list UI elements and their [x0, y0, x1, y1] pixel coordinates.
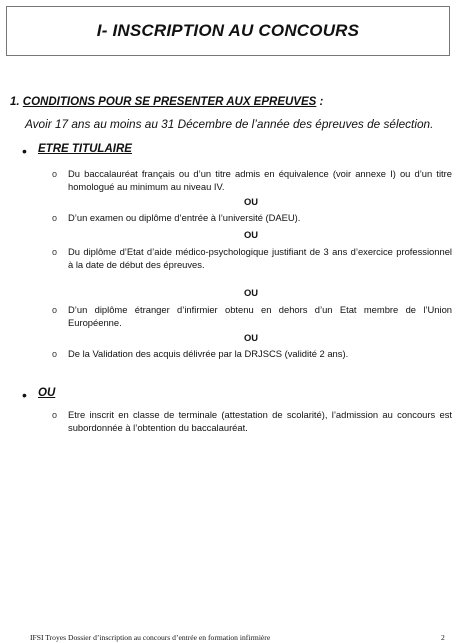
list-item: D’un examen ou diplôme d’entrée à l’université (DAEU). [68, 212, 301, 223]
list-item: Du diplôme d’Etat d’aide médico-psychologique justifiant de 3 ans d’exercice professionnel à la date de début des épreuves. [68, 246, 452, 270]
section-heading-text: CONDITIONS POUR SE PRESENTER AUX EPREUVES [22, 96, 317, 108]
list-item: Du baccalauréat français ou d’un titre admis en équivalence (voir annexe I) ou d’un titre homologué au minimum au niveau IV. [68, 168, 452, 192]
section-number: 1. [10, 96, 20, 108]
circle-bullet-icon: o [52, 169, 58, 179]
section-heading-colon: : [319, 96, 324, 108]
circle-bullet-icon: o [52, 213, 58, 223]
list-item: D’un diplôme étranger d’infirmier obtenu en dehors d’un Etat membre de l’Union Européenne. [68, 304, 452, 328]
bullet-dot-icon: • [22, 387, 27, 403]
bullet-heading-titulaire: ETRE TITULAIRE [38, 143, 132, 155]
bullet-heading-ou: OU [38, 387, 56, 399]
bullet-dot-icon: • [22, 143, 27, 159]
page-number: 2 [441, 633, 445, 642]
circle-bullet-icon: o [52, 305, 58, 315]
circle-bullet-icon: o [52, 410, 58, 420]
list-item: Etre inscrit en classe de terminale (attestation de scolarité), l’admission au concours est subordonnée à l’obtention du baccalauréat. [68, 409, 452, 433]
or-separator: OU [244, 332, 259, 343]
or-separator: OU [244, 287, 259, 298]
or-separator: OU [244, 229, 259, 240]
footer-text: IFSI Troyes Dossier d’inscription au concours d’entrée en formation infirmière [30, 633, 271, 642]
circle-bullet-icon: o [52, 349, 58, 359]
circle-bullet-icon: o [52, 247, 58, 257]
title-box [6, 6, 450, 56]
list-item: De la Validation des acquis délivrée par la DRJSCS (validité 2 ans). [68, 348, 349, 359]
section-heading [10, 96, 323, 108]
age-condition: Avoir 17 ans au moins au 31 Décembre de l’année des épreuves de sélection. [25, 117, 434, 131]
page-title: I- INSCRIPTION AU CONCOURS [96, 21, 360, 40]
or-separator: OU [244, 196, 259, 207]
